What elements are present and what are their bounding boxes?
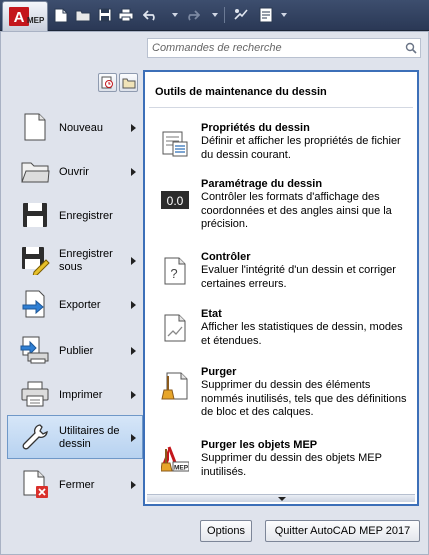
drawing-utilities-submenu (143, 70, 419, 506)
submenu-title: Outils de maintenance du dessin (155, 86, 327, 98)
cmd-label: Ouvrir (59, 165, 89, 178)
submenu-arrow-icon (131, 481, 136, 489)
open-documents-button[interactable] (119, 73, 138, 92)
cmd-label: Enregistrer (59, 209, 113, 222)
cmd-label: Enregistrer sous (59, 248, 113, 273)
units-icon (161, 186, 189, 214)
submenu-arrow-icon (131, 391, 136, 399)
submenu-arrow-icon (131, 301, 136, 309)
recent-documents-button[interactable] (98, 73, 117, 92)
svg-text:MEP: MEP (173, 464, 189, 472)
cmd-enregistrer[interactable] (7, 193, 143, 237)
printer-icon (20, 379, 50, 409)
exit-button[interactable]: Quitter AutoCAD MEP 2017 (265, 520, 420, 542)
submenu-item-drawing-properties[interactable] (145, 122, 417, 162)
submenu-arrow-icon (131, 257, 136, 265)
redo-icon[interactable] (184, 7, 200, 23)
cmd-label: Imprimer (59, 388, 103, 401)
status-icon (161, 314, 189, 342)
submenu-item-title: Paramétrage du dessin (201, 178, 323, 190)
save-icon[interactable] (97, 7, 113, 23)
submenu-item-units[interactable] (145, 178, 417, 232)
submenu-item-status[interactable] (145, 308, 417, 348)
svg-text:A: A (13, 9, 25, 26)
close-document-icon (20, 469, 50, 499)
submenu-item-description: Supprimer du dessin des objets MEP inutilisés. (201, 452, 382, 478)
open-icon[interactable] (75, 7, 91, 23)
cmd-label: Utilitaires de dessin (59, 425, 120, 450)
submenu-arrow-icon (131, 434, 136, 442)
search-box[interactable] (147, 38, 421, 58)
cmd-publier[interactable] (7, 328, 143, 372)
properties-icon[interactable] (258, 7, 274, 23)
new-icon[interactable] (53, 7, 69, 23)
search-icon[interactable] (405, 42, 417, 54)
submenu-item-purge-mep[interactable] (145, 439, 417, 479)
options-button[interactable]: Options (200, 520, 252, 542)
submenu-arrow-icon (131, 347, 136, 355)
cmd-nouveau[interactable] (7, 105, 143, 149)
cmd-utilitaires-de-dessin[interactable] (7, 415, 143, 459)
undo-dropdown-caret[interactable] (172, 13, 178, 17)
submenu-item-title: Propriétés du dessin (201, 122, 310, 134)
submenu-item-description: Evaluer l'intégrité d'un dessin et corriger certaines erreurs. (201, 264, 396, 290)
cmd-label: Nouveau (59, 121, 104, 134)
submenu-item-purge[interactable] (145, 366, 417, 420)
submenu-item-title: Contrôler (201, 251, 251, 263)
svg-text:?: ? (170, 266, 178, 281)
submenu-item-title: Purger (201, 366, 237, 378)
scroll-down-arrow-icon (278, 497, 286, 501)
drawing-properties-icon (161, 130, 189, 158)
floppy-disk-icon (20, 200, 50, 230)
cmd-enregistrer-sous[interactable] (7, 238, 143, 282)
search-input[interactable] (148, 39, 403, 57)
customize-icon[interactable] (281, 13, 287, 17)
quick-access-toolbar (0, 0, 429, 31)
submenu-item-description: Afficher les statistiques de dessin, modes et étendues. (201, 321, 403, 347)
svg-text:0.0: 0.0 (166, 194, 184, 208)
cmd-label: Fermer (59, 478, 95, 491)
submenu-arrow-icon (131, 168, 136, 176)
recent-documents-icon (101, 76, 114, 89)
purge-mep-icon (161, 445, 189, 473)
submenu-item-audit[interactable] (145, 251, 417, 291)
publish-icon (20, 335, 50, 365)
cmd-label: Publier (59, 344, 94, 357)
cmd-imprimer[interactable] (7, 372, 143, 416)
submenu-item-description: Contrôler les formats d'affichage des coordonnées et des angles ainsi que la précision. (201, 191, 392, 230)
application-menu (0, 31, 429, 555)
save-as-icon (20, 245, 50, 275)
application-button[interactable] (2, 1, 48, 31)
submenu-item-title: Purger les objets MEP (201, 439, 318, 451)
app-badge: MEP (27, 16, 45, 25)
submenu-divider (149, 107, 413, 108)
submenu-arrow-icon (131, 124, 136, 132)
submenu-item-description: Supprimer du dessin des éléments nommés inutilisés, tels que des définitions de bloc et des calques. (201, 379, 407, 418)
workspace-icon[interactable] (233, 7, 249, 23)
submenu-item-description: Définir et afficher les propriétés de fichier du dessin courant. (201, 135, 401, 161)
cmd-ouvrir[interactable] (7, 149, 143, 193)
open-documents-icon (122, 77, 136, 89)
submenu-scroll-down-button[interactable] (147, 494, 415, 502)
toolbar-divider (224, 7, 225, 23)
wrench-icon (20, 422, 50, 452)
export-icon (20, 289, 50, 319)
redo-dropdown-caret[interactable] (212, 13, 218, 17)
undo-icon[interactable] (143, 7, 159, 23)
open-folder-icon (20, 156, 50, 186)
cmd-fermer[interactable] (7, 462, 143, 506)
purge-broom-icon (161, 372, 189, 400)
cmd-label: Exporter (59, 298, 101, 311)
cmd-exporter[interactable] (7, 282, 143, 326)
audit-icon (161, 257, 189, 285)
new-document-icon (20, 112, 50, 142)
submenu-item-title: Etat (201, 308, 222, 320)
print-icon[interactable] (118, 7, 134, 23)
